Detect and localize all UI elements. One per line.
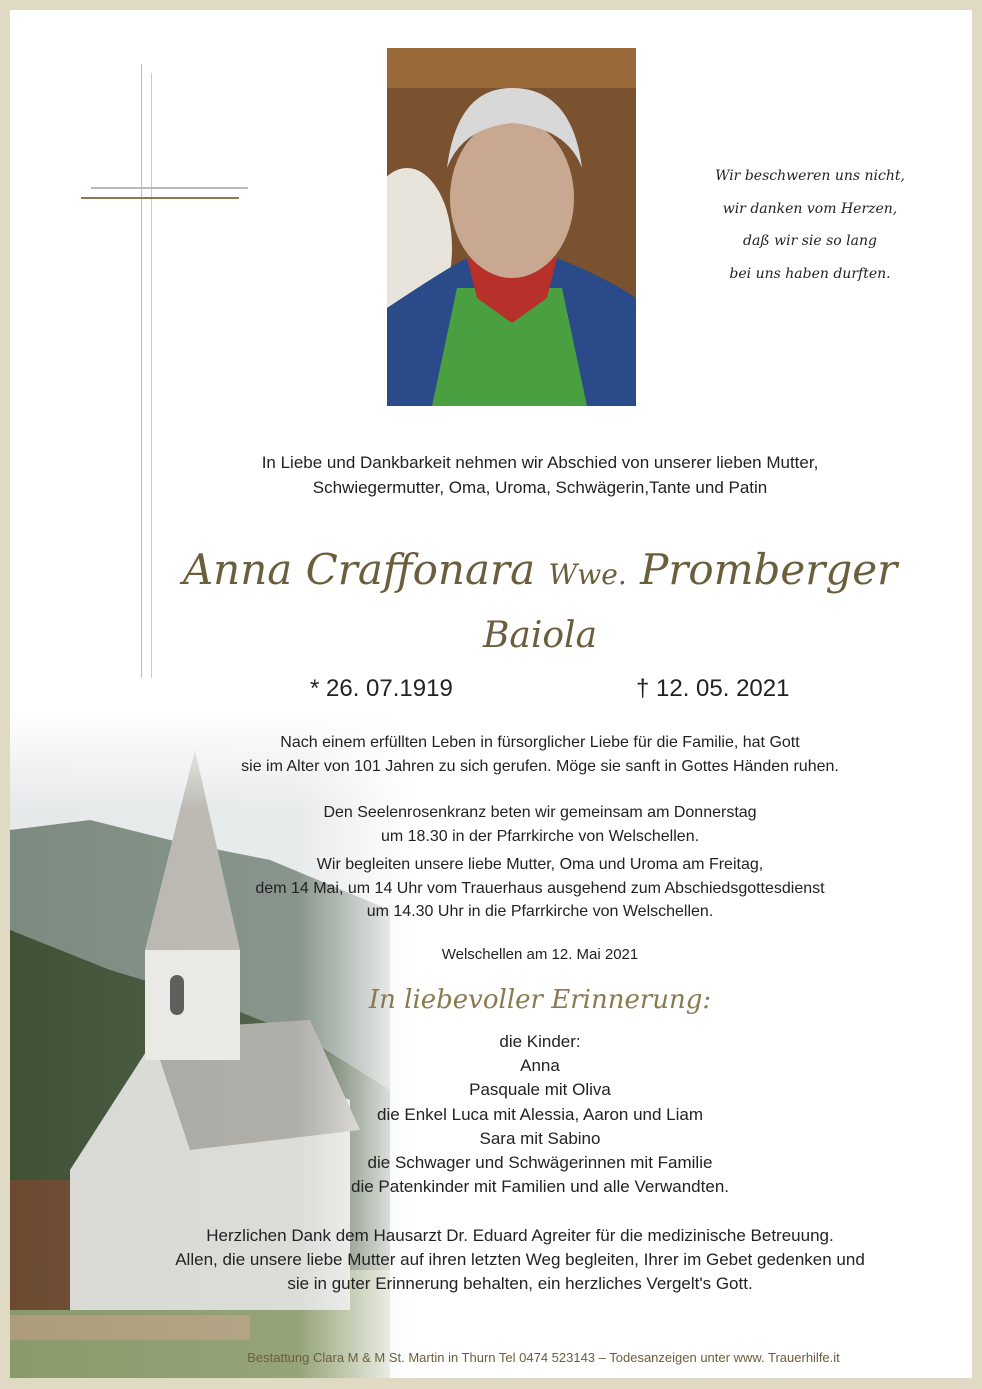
text-line: Nach einem erfüllten Leben in fürsorglicher Liebe für die Familie, hat Gott xyxy=(280,734,800,751)
paragraph-life xyxy=(140,731,940,778)
nickname: Baiola xyxy=(482,615,598,656)
poem-line: bei uns haben durften. xyxy=(729,265,891,282)
text-line: sie im Alter von 101 Jahren zu sich gerufen. Möge sie sanft in Gottes Händen ruhen. xyxy=(241,757,839,775)
text-line: Wir begleiten unsere liebe Mutter, Oma und Uroma am Freitag, xyxy=(316,856,764,873)
mourner-line: die Patenkinder mit Familien und alle Verwandten. xyxy=(351,1177,729,1197)
memory-heading: In liebevoller Erinnerung: xyxy=(368,985,712,1015)
place-date: Welschellen am 12. Mai 2021 xyxy=(441,946,639,963)
obituary-page xyxy=(10,10,972,1378)
mourner-line: Anna xyxy=(520,1056,560,1076)
thanks-line: Allen, die unsere liebe Mutter auf ihren letzten Weg begleiten, Ihrer im Gebet gedenken und xyxy=(175,1250,865,1270)
paragraph-funeral xyxy=(140,853,940,924)
thanks-text xyxy=(120,1224,920,1297)
poem-line: Wir beschweren uns nicht, xyxy=(715,168,905,184)
death-date: † 12. 05. 2021 xyxy=(636,675,790,702)
text-line: dem 14 Mai, um 14 Uhr vom Trauerhaus ausgehend zum Abschiedsgottesdienst xyxy=(255,879,825,897)
mourners-list xyxy=(140,1030,940,1199)
mourner-line: Pasquale mit Oliva xyxy=(469,1080,611,1100)
funeral-home-footer: Bestattung Clara M & M St. Martin in Thurn Tel 0474 523143 – Todesanzeigen unter www. Trauerhilfe.it xyxy=(247,1350,840,1365)
poem xyxy=(700,160,920,290)
text-line: Den Seelenrosenkranz beten wir gemeinsam am Donnerstag xyxy=(323,804,757,821)
paragraph-rosary xyxy=(140,801,940,848)
poem-line: wir danken vom Herzen, xyxy=(722,200,898,217)
name-last: Promberger xyxy=(640,545,898,594)
mourner-line: die Kinder: xyxy=(499,1032,581,1051)
mourner-line: Sara mit Sabino xyxy=(479,1128,601,1148)
mourner-line: die Schwager und Schwägerinnen mit Familie xyxy=(367,1153,713,1173)
intro-line: Schwiegermutter, Oma, Uroma, Schwägerin,Tante und Patin xyxy=(312,478,768,497)
name-widow: Wwe. xyxy=(548,558,627,591)
thanks-line: Herzlichen Dank dem Hausarzt Dr. Eduard Agreiter für die medizinische Betreuung. xyxy=(206,1226,834,1245)
portrait-photo xyxy=(387,48,636,406)
thanks-line: sie in guter Erinnerung behalten, ein herzliches Vergelt's Gott. xyxy=(287,1274,753,1294)
intro-text xyxy=(190,450,890,500)
mourner-line: die Enkel Luca mit Alessia, Aaron und Liam xyxy=(376,1104,704,1124)
deceased-name xyxy=(110,545,970,594)
poem-line: daß wir sie so lang xyxy=(743,233,877,249)
intro-line: In Liebe und Dankbarkeit nehmen wir Abschied von unserer lieben Mutter, xyxy=(261,453,819,472)
birth-date: * 26. 07.1919 xyxy=(310,675,453,702)
text-line: um 14.30 Uhr in die Pfarrkirche von Welschellen. xyxy=(366,903,714,920)
name-first: Anna Craffonara xyxy=(182,545,536,594)
text-line: um 18.30 in der Pfarrkirche von Welschellen. xyxy=(380,827,700,845)
